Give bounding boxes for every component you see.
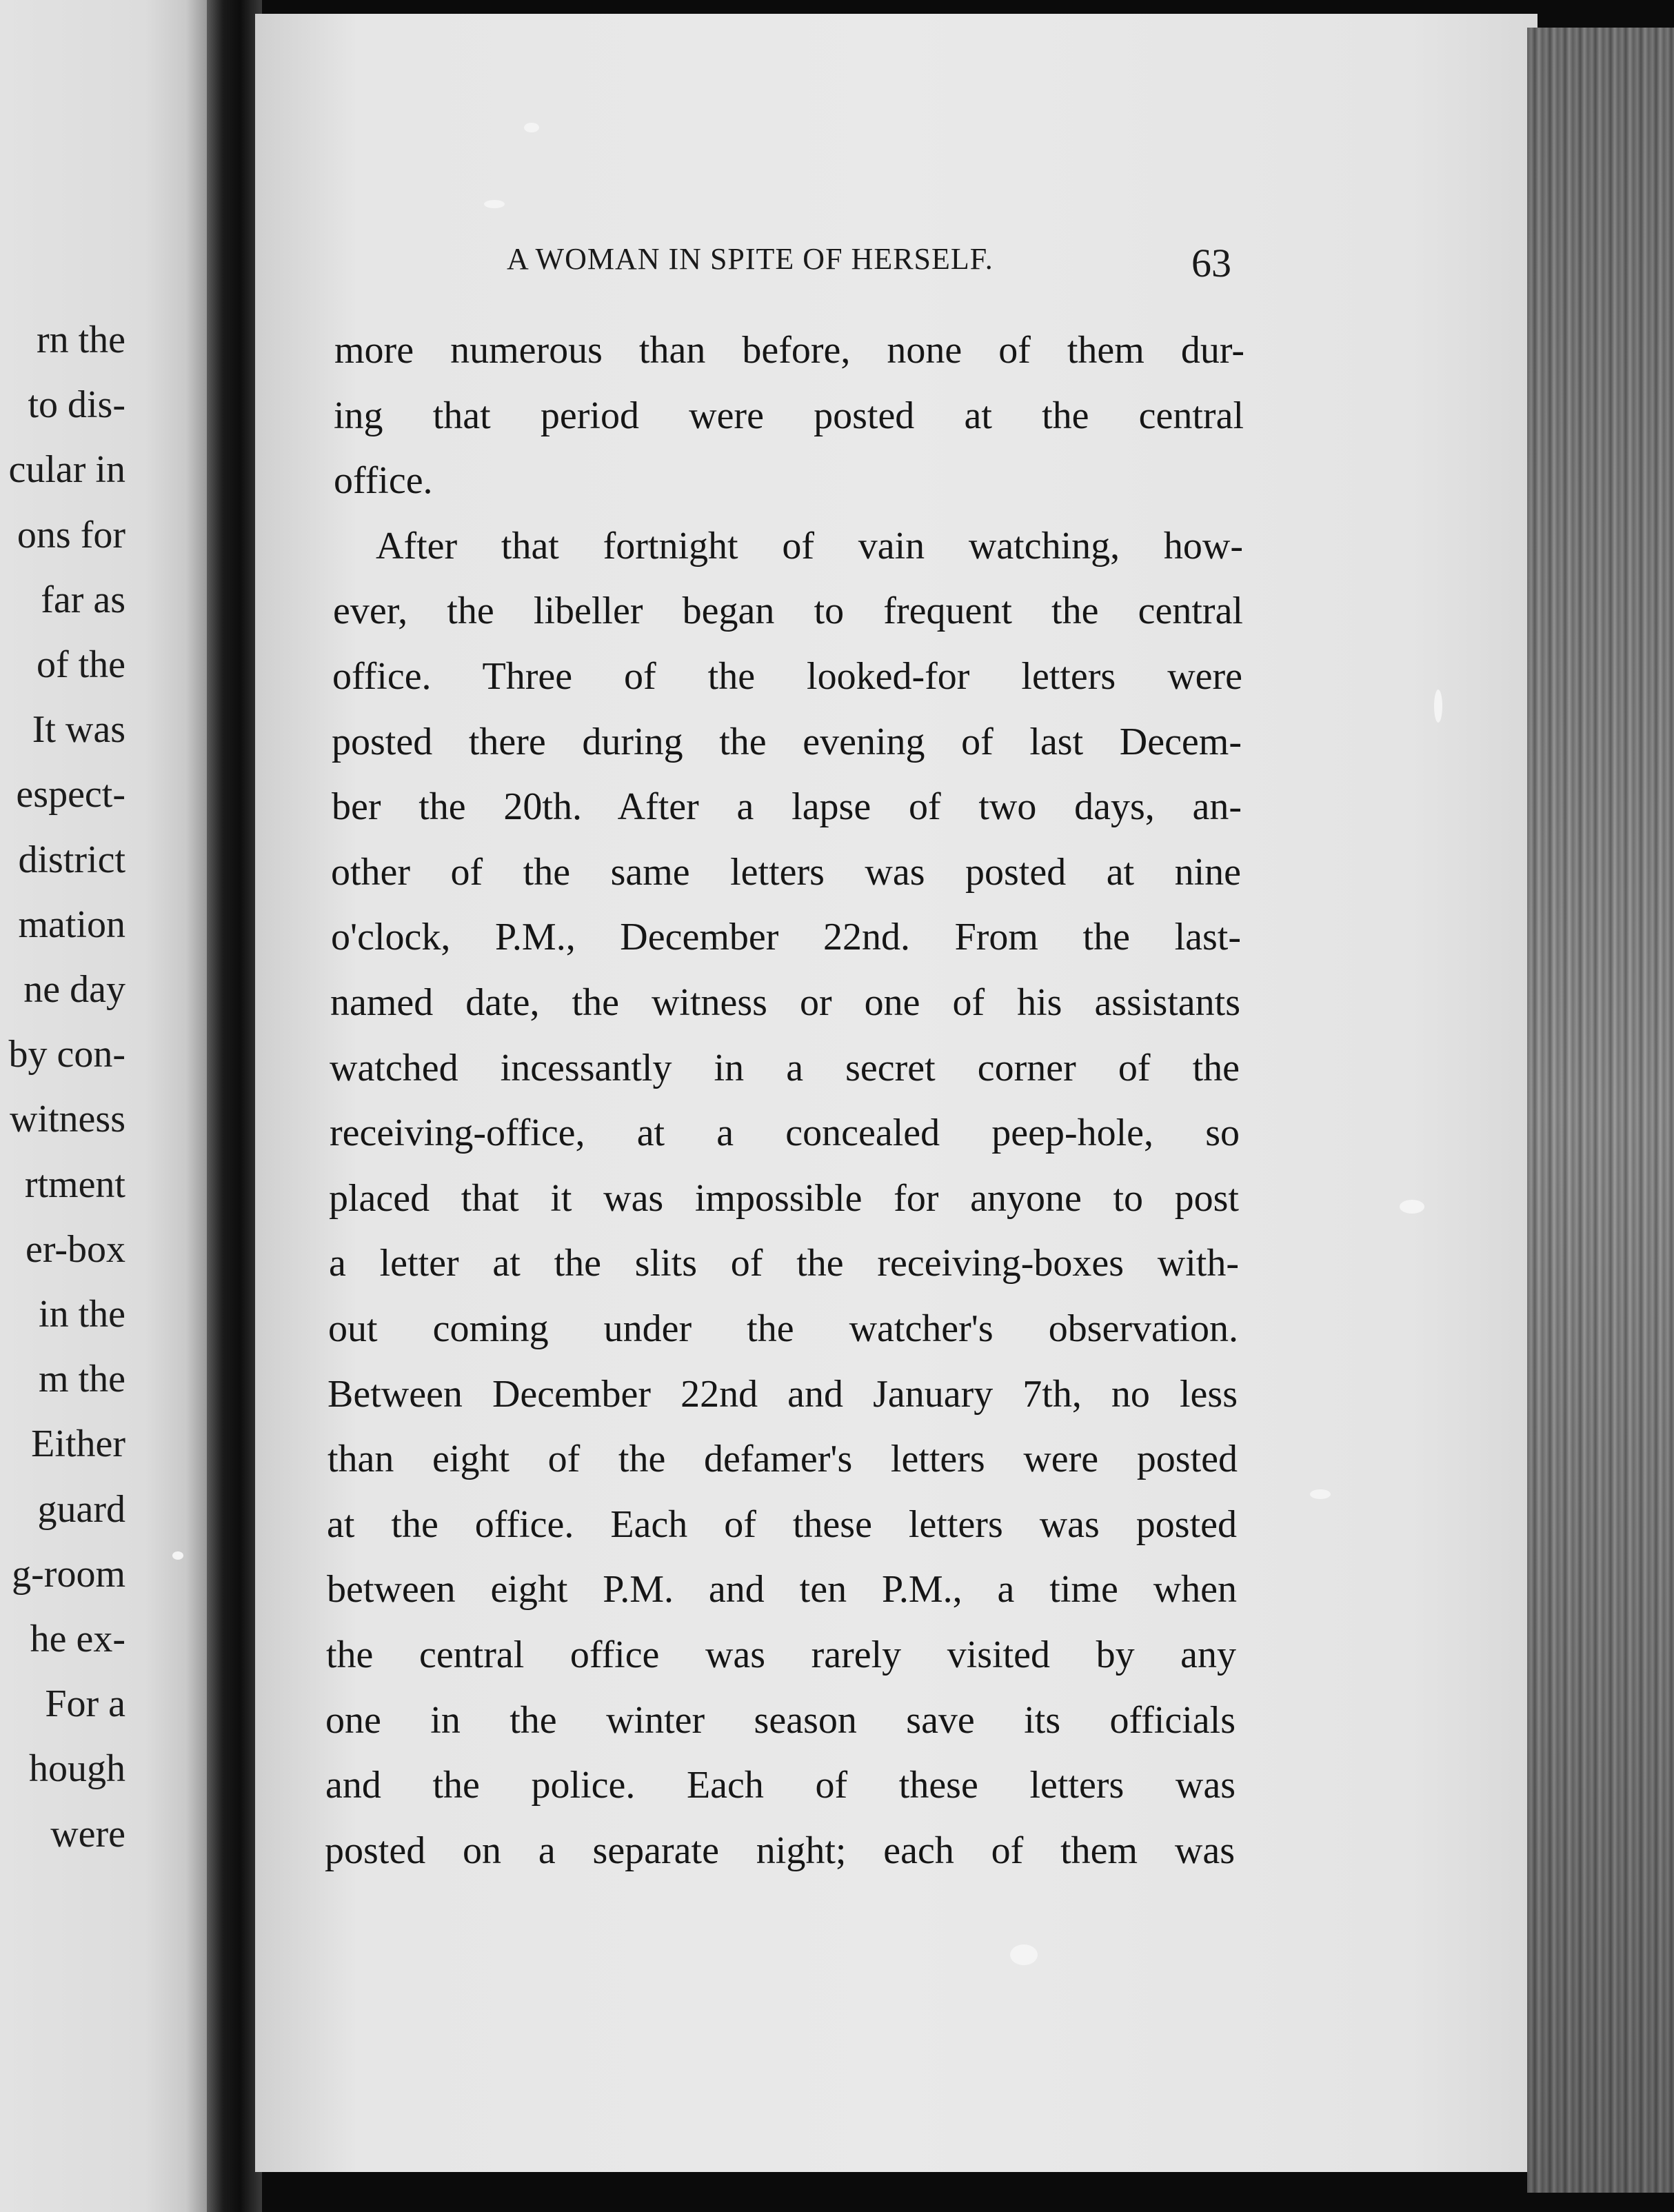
left-page-line: cular in — [8, 448, 125, 492]
left-page-line: rtment — [24, 1163, 125, 1206]
left-page-line: g-room — [12, 1552, 125, 1596]
body-text-line: office. — [334, 459, 433, 503]
body-text-line: Between December 22nd and January 7th, no less — [327, 1372, 1238, 1416]
left-page-line: rn the — [36, 319, 125, 361]
left-page-line: he ex- — [30, 1618, 125, 1660]
left-page-line: were — [50, 1812, 125, 1856]
body-text-line: other of the same letters was posted at nine — [331, 850, 1241, 894]
body-text-line: at the office. Each of these letters was posted — [327, 1502, 1237, 1546]
body-text-line: than eight of the defamer's letters were posted — [327, 1438, 1238, 1481]
left-page-line: espect- — [16, 773, 125, 816]
body-text-line: receiving-office, at a concealed peep-hole, so — [330, 1112, 1240, 1155]
left-page-line: It was — [32, 708, 125, 752]
left-page-line: by con- — [8, 1033, 125, 1076]
scan-speck — [1400, 1200, 1424, 1214]
scan-speck — [1310, 1489, 1331, 1499]
body-text-line: ing that period were posted at the central — [334, 394, 1244, 437]
body-text-line: placed that it was impossible for anyone to post — [329, 1176, 1239, 1220]
left-page-line: mation — [18, 903, 125, 946]
left-page-line: witness — [10, 1098, 125, 1141]
left-page-line: of the — [36, 643, 125, 686]
body-text-line: o'clock, P.M., December 22nd. From the last- — [331, 916, 1241, 959]
body-text-line: the central office was rarely visited by any — [326, 1633, 1236, 1676]
left-page-line: hough — [29, 1747, 125, 1791]
scan-speck — [1010, 1944, 1038, 1965]
body-text-line: and the police. Each of these letters was — [325, 1764, 1236, 1807]
page-edge-shade — [1527, 28, 1674, 2193]
left-page-line: district — [18, 838, 125, 881]
body-text-line: posted there during the evening of last Decem- — [332, 720, 1242, 763]
body-text-line: one in the winter season save its officials — [325, 1698, 1236, 1742]
scan-speck — [1434, 690, 1442, 723]
scan-speck — [172, 1551, 183, 1560]
page-number: 63 — [1191, 241, 1231, 285]
left-page-line: For a — [45, 1682, 125, 1726]
left-page-line: ons for — [17, 513, 125, 556]
body-text-line: a letter at the slits of the receiving-boxes with- — [329, 1242, 1239, 1285]
body-text-line: out coming under the watcher's observation. — [328, 1307, 1238, 1350]
body-text-line: posted on a separate night; each of them was — [325, 1829, 1235, 1872]
body-text-line: more numerous than before, none of them dur- — [334, 329, 1244, 372]
body-text-line: between eight P.M. and ten P.M., a time when — [327, 1568, 1237, 1611]
body-text-line: ever, the libeller began to frequent the central — [333, 590, 1243, 633]
scan-speck — [484, 200, 505, 208]
left-page-line: Either — [31, 1422, 125, 1466]
body-text-line: After that fortnight of vain watching, how- — [376, 524, 1243, 567]
body-text-line: named date, the witness or one of his assistants — [330, 981, 1240, 1024]
left-page-line: m the — [39, 1358, 125, 1401]
left-facing-page — [0, 0, 207, 2212]
left-page-line: guard — [37, 1487, 125, 1531]
left-page-line: in the — [39, 1293, 125, 1336]
left-page-line: ne day — [23, 968, 125, 1011]
left-page-line: far as — [41, 578, 125, 621]
left-page-line: to dis- — [28, 383, 125, 427]
left-page-line: er-box — [25, 1227, 125, 1271]
body-text-line: ber the 20th. After a lapse of two days, an- — [332, 785, 1242, 829]
scan-speck — [524, 123, 539, 132]
body-text-line: office. Three of the looked-for letters were — [332, 655, 1242, 698]
running-head: A WOMAN IN SPITE OF HERSELF. — [507, 242, 994, 276]
book-gutter — [207, 0, 262, 2212]
body-text-line: watched incessantly in a secret corner of the — [330, 1046, 1240, 1089]
